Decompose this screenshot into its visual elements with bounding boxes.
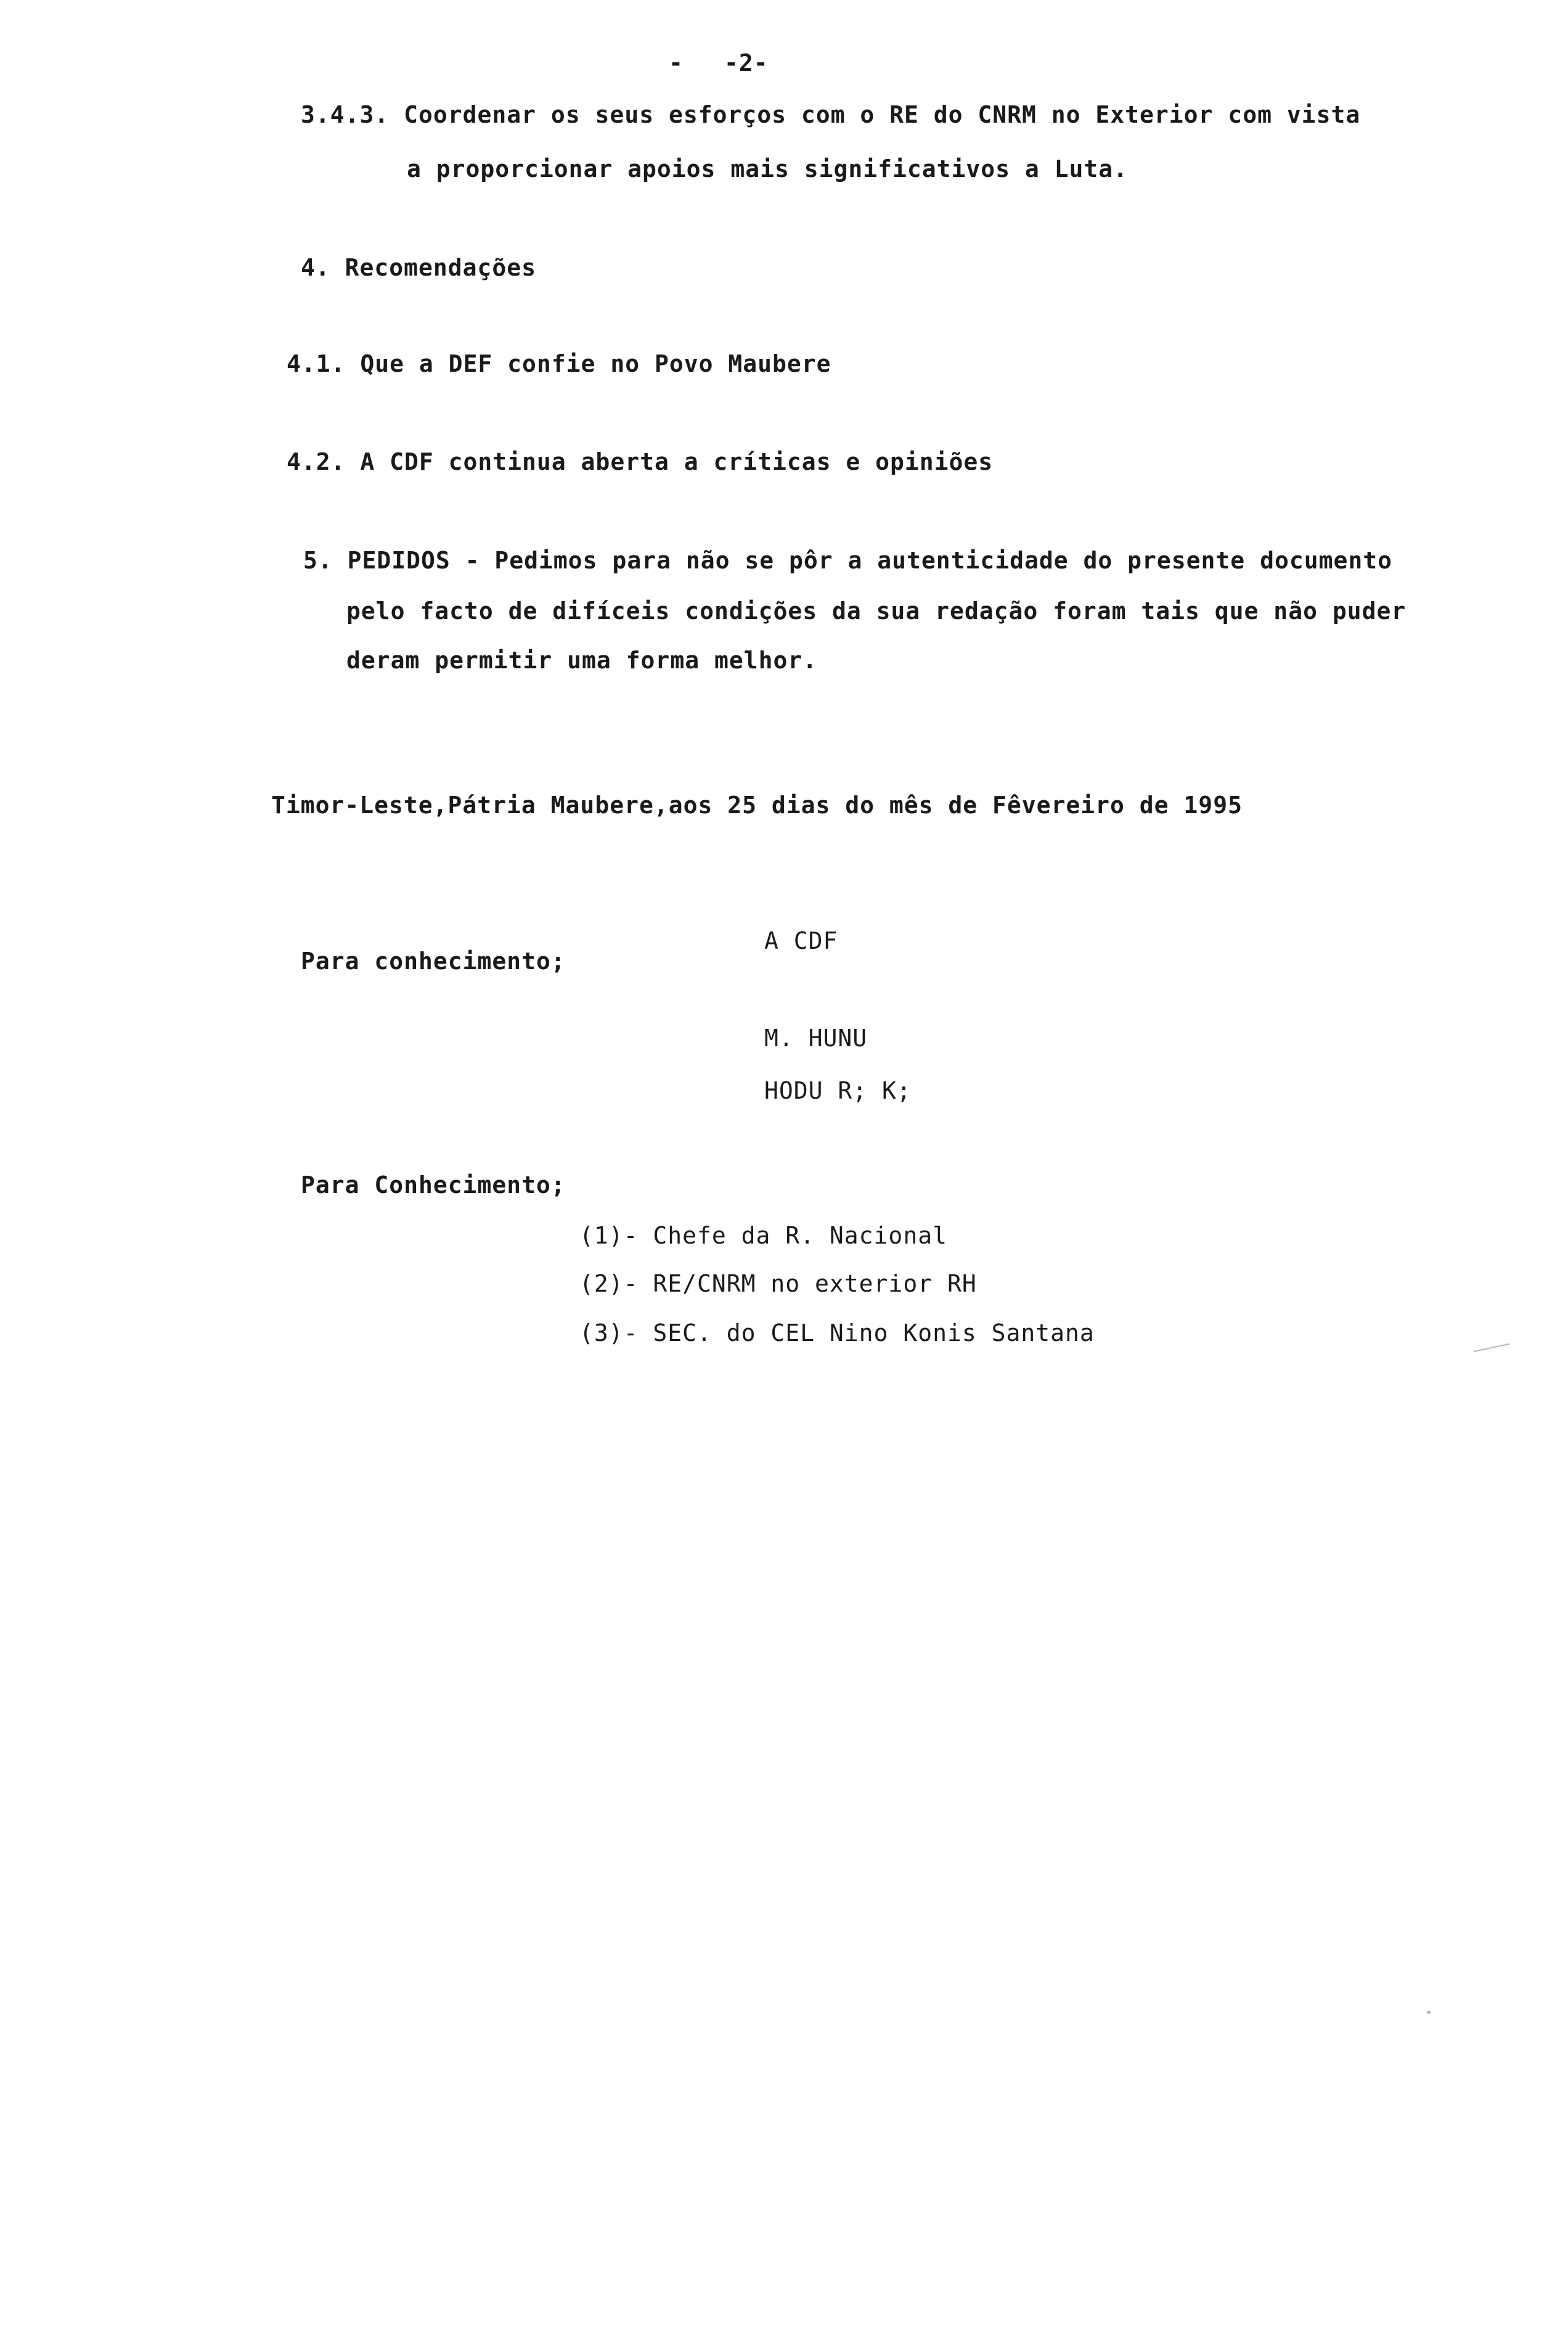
item-4-1: 4.1. Que a DEF confie no Povo Maubere <box>287 350 831 377</box>
signature-signer-2: HODU R; K; <box>764 1077 912 1104</box>
page-dash: - <box>669 49 684 76</box>
scan-speck <box>1473 1343 1509 1352</box>
distribution-label: Para Conhecimento; <box>301 1171 566 1199</box>
page-number: -2- <box>724 49 769 76</box>
section-4-heading: 4. Recomendações <box>301 254 537 281</box>
dateline: Timor-Leste,Pátria Maubere,aos 25 dias do mês de Fêvereiro de 1995 <box>271 792 1243 819</box>
section-3-4-3-line-2: a proporcionar apoios mais significativos a Luta. <box>407 155 1129 182</box>
section-5-line-1: 5. PEDIDOS - Pedimos para não se pôr a autenticidade do presente documento <box>303 547 1392 574</box>
signature-org: A CDF <box>764 927 838 954</box>
item-4-2: 4.2. A CDF continua aberta a críticas e opiniões <box>287 448 994 475</box>
distribution-item-2: (2)- RE/CNRM no exterior RH <box>579 1270 977 1297</box>
distribution-item-3: (3)- SEC. do CEL Nino Konis Santana <box>579 1319 1095 1347</box>
scan-speck <box>1427 2011 1431 2014</box>
signature-signer-1: M. HUNU <box>764 1025 868 1052</box>
section-5-line-2: pelo facto de difíceis condições da sua redação foram tais que não puder <box>346 597 1407 625</box>
section-3-4-3-line-1: 3.4.3. Coordenar os seus esforços com o RE do CNRM no Exterior com vista <box>301 101 1361 128</box>
signature-label: Para conhecimento; <box>301 948 566 975</box>
section-5-line-3: deram permitir uma forma melhor. <box>346 647 818 674</box>
distribution-item-1: (1)- Chefe da R. Nacional <box>579 1222 947 1249</box>
